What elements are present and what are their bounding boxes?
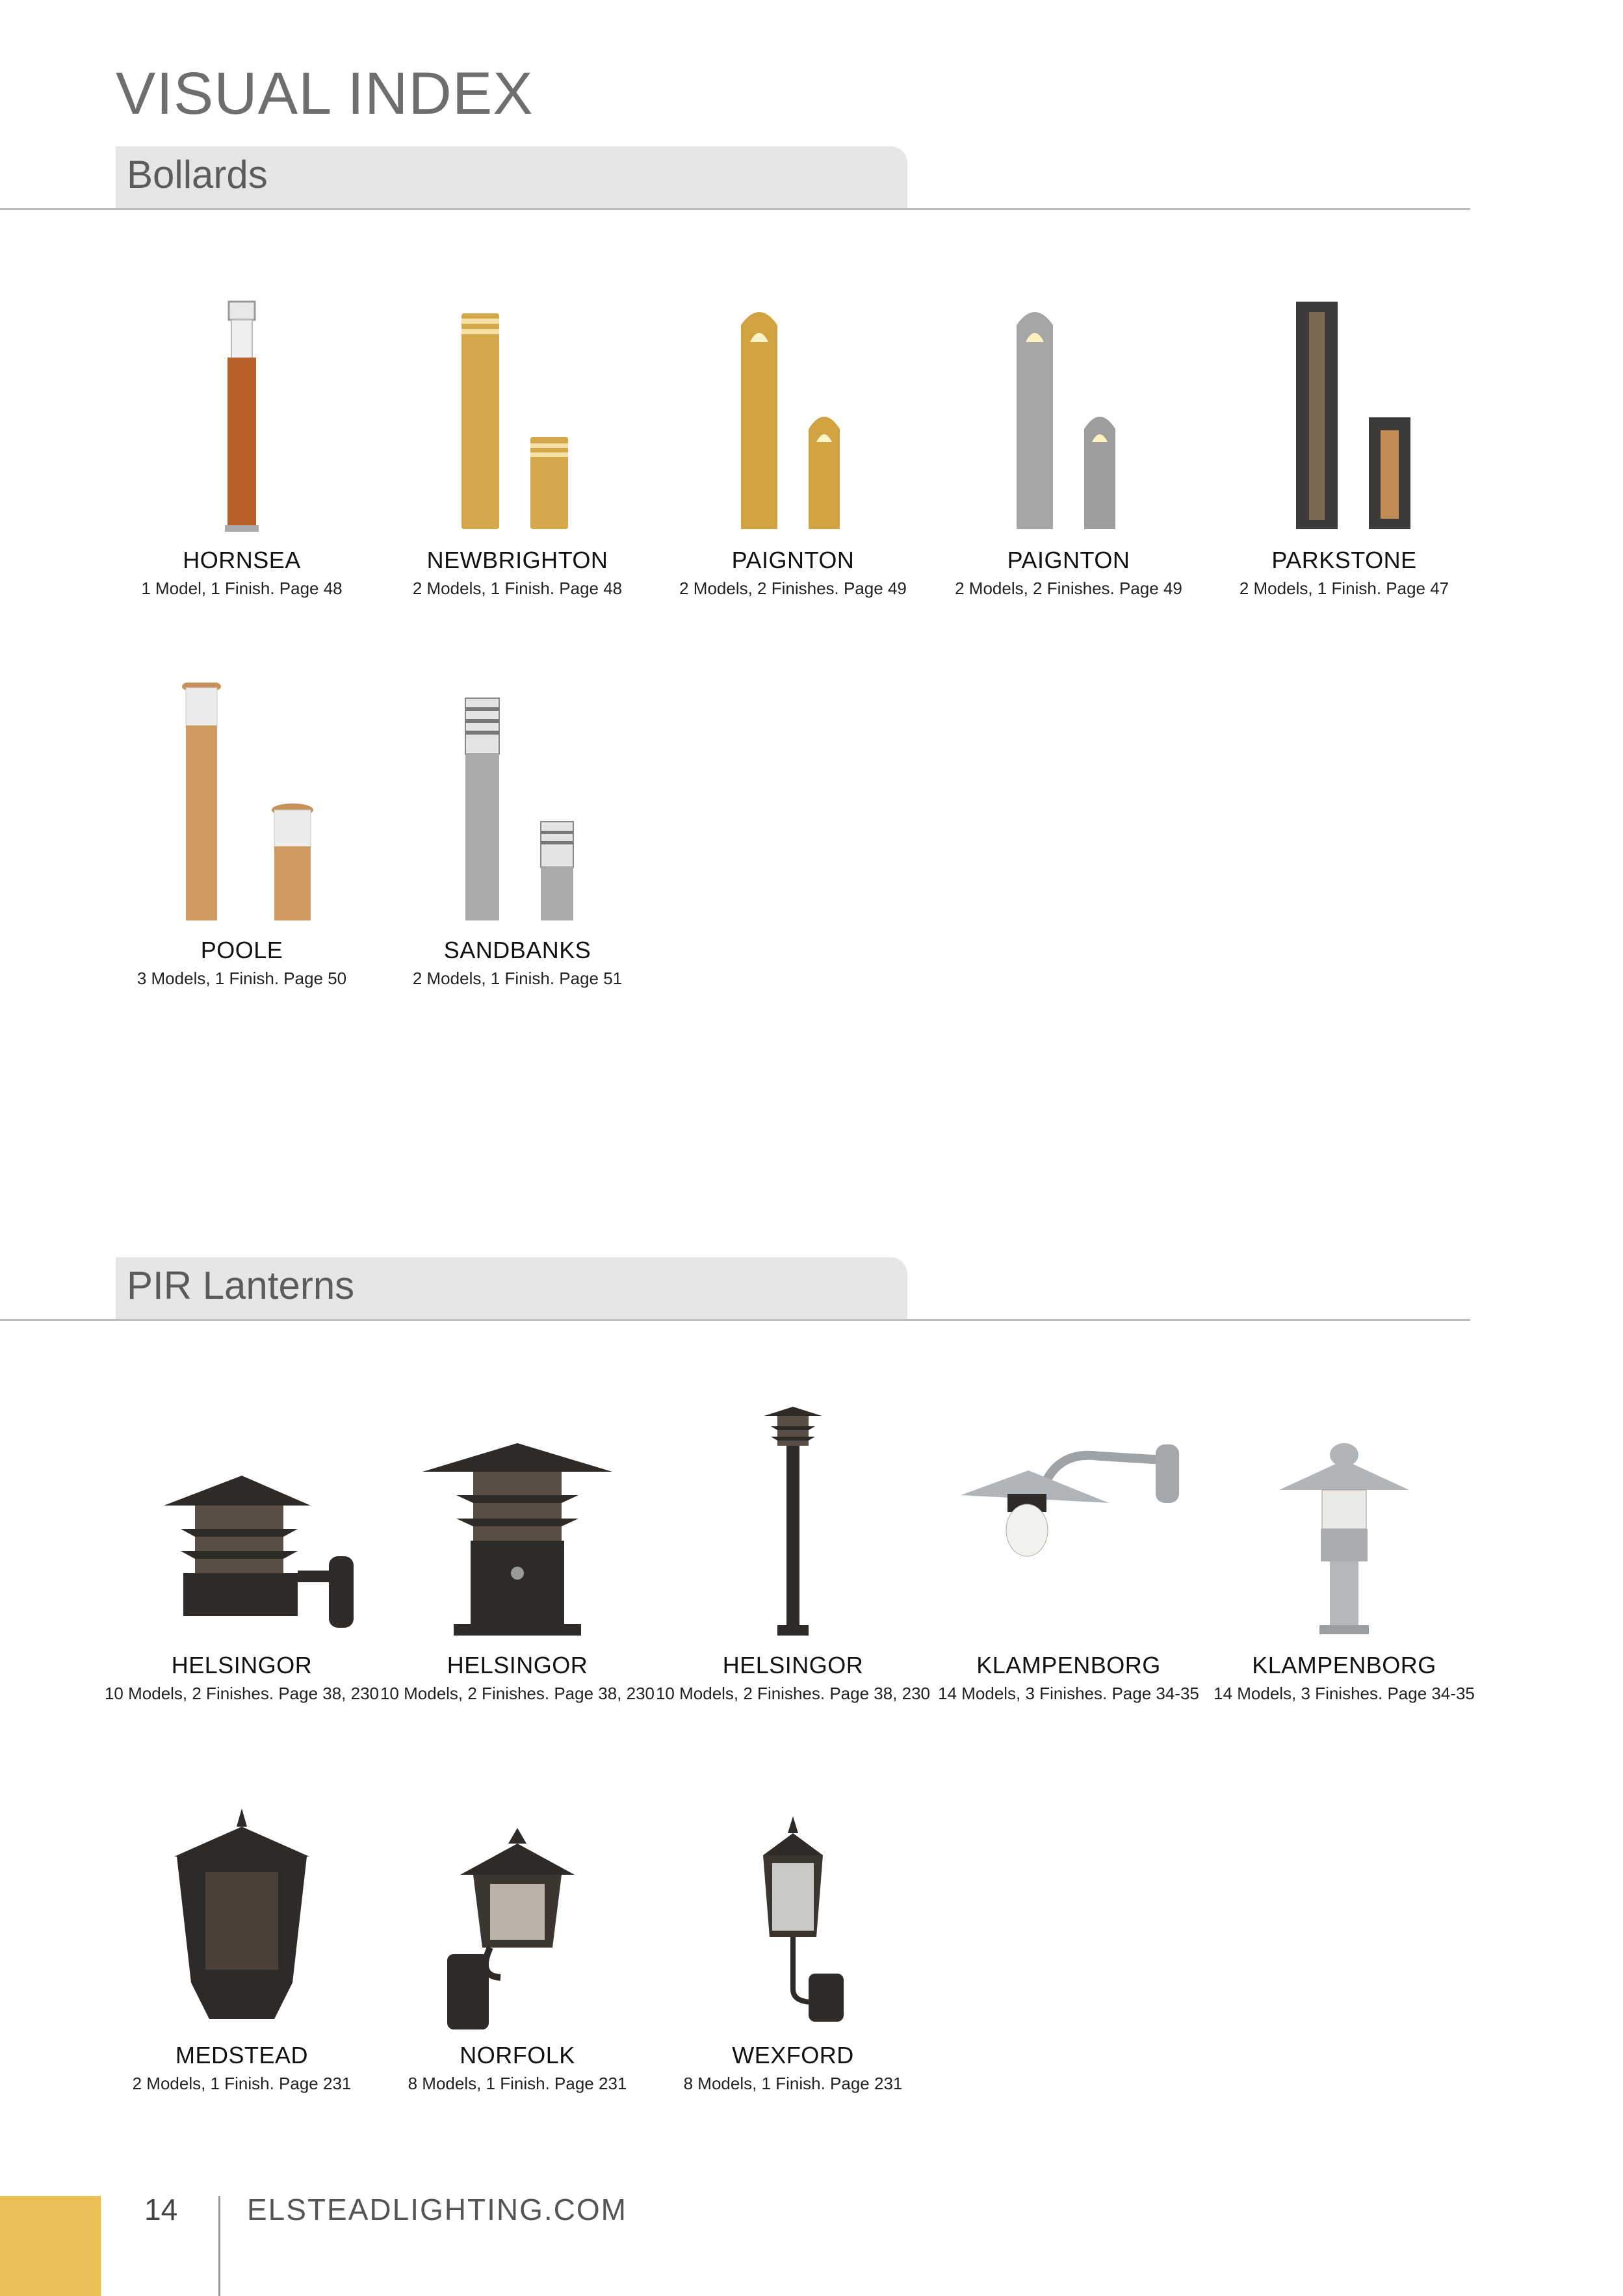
product-info: 1 Model, 1 Finish. Page 48 [141,579,343,598]
product-sandbanks[interactable] [380,683,655,987]
product-helsingor-wall[interactable] [104,1398,380,1702]
product-paignton-steel[interactable] [931,293,1206,597]
product-name: PAIGNTON [1007,547,1130,573]
dark-slot-bollard-icon [1206,293,1482,540]
product-name: WEXFORD [732,2042,854,2068]
product-info: 10 Models, 2 Finishes. Page 38, 230 [380,1684,655,1703]
footer-divider [218,2196,220,2296]
product-name: HELSINGOR [447,1652,588,1678]
section-label: Bollards [127,153,268,196]
page-title: VISUAL INDEX [116,60,534,127]
product-medstead[interactable] [104,1788,380,2092]
product-info: 2 Models, 2 Finishes. Page 49 [679,579,907,598]
steel-louvre-bollard-icon [380,683,655,930]
footer-accent-block [0,2196,101,2296]
product-info: 10 Models, 2 Finishes. Page 38, 230 [655,1684,931,1703]
product-info: 3 Models, 1 Finish. Page 50 [136,969,347,988]
product-info: 10 Models, 2 Finishes. Page 38, 230 [104,1684,380,1703]
product-name: PAIGNTON [731,547,855,573]
pedestal-lantern-icon [380,1398,655,1645]
brass-bollard-pair-icon [380,293,655,540]
product-info: 8 Models, 1 Finish. Page 231 [683,2074,903,2093]
product-name: NEWBRIGHTON [426,547,608,573]
product-name: NORFOLK [460,2042,575,2068]
product-name: HORNSEA [183,547,301,573]
product-info: 2 Models, 1 Finish. Page 231 [132,2074,352,2093]
section-tab-pir-lanterns [116,1257,907,1320]
post-lantern-icon [655,1398,931,1645]
page-number: 14 [144,2193,178,2226]
product-name: HELSINGOR [171,1652,313,1678]
product-parkstone[interactable] [1206,293,1482,597]
wood-bollard-icon [104,293,380,540]
product-name: SANDBANKS [443,937,591,963]
product-info: 14 Models, 3 Finishes. Page 34-35 [938,1684,1199,1703]
product-norfolk[interactable] [380,1788,655,2092]
product-name: POOLE [200,937,283,963]
product-info: 2 Models, 1 Finish. Page 48 [412,579,623,598]
leaded-lantern-icon [655,1788,931,2035]
product-name: PARKSTONE [1271,547,1417,573]
product-hornsea[interactable] [104,293,380,597]
product-name: KLAMPENBORG [976,1652,1161,1678]
section-label: PIR Lanterns [127,1264,355,1307]
product-wexford[interactable] [655,1788,931,2092]
product-name: MEDSTEAD [175,2042,309,2068]
product-name: HELSINGOR [722,1652,864,1678]
wall-lantern-icon [104,1398,380,1645]
half-lantern-icon [104,1788,380,2035]
product-poole[interactable] [104,683,380,987]
brass-arched-bollard-icon [655,293,931,540]
product-helsingor-post[interactable] [655,1398,931,1702]
product-info: 8 Models, 1 Finish. Page 231 [408,2074,627,2093]
bracket-lantern-icon [380,1788,655,2035]
teak-bollard-pair-icon [104,683,380,930]
product-info: 2 Models, 1 Finish. Page 51 [412,969,623,988]
product-klampenborg-wall[interactable] [931,1398,1206,1702]
product-info: 2 Models, 1 Finish. Page 47 [1239,579,1449,598]
swan-neck-lantern-icon [931,1398,1206,1645]
galvanised-pedestal-icon [1206,1398,1482,1645]
product-info: 2 Models, 2 Finishes. Page 49 [955,579,1182,598]
section-tab-bollards [116,146,907,209]
website-link[interactable]: ELSTEADLIGHTING.COM [247,2193,627,2226]
product-klampenborg-pedestal[interactable] [1206,1398,1482,1702]
section-divider [0,1319,1470,1321]
product-info: 14 Models, 3 Finishes. Page 34-35 [1214,1684,1475,1703]
product-helsingor-pedestal[interactable] [380,1398,655,1702]
product-newbrighton[interactable] [380,293,655,597]
product-paignton-brass[interactable] [655,293,931,597]
product-name: KLAMPENBORG [1252,1652,1436,1678]
steel-arched-bollard-icon [931,293,1206,540]
section-divider [0,208,1470,210]
